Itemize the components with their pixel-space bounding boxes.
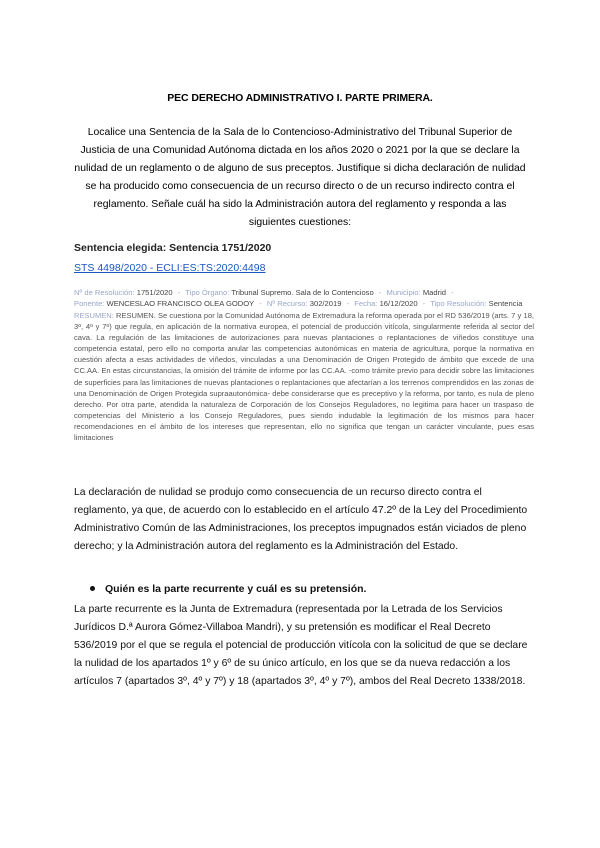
- bullet-icon: [90, 586, 95, 591]
- separator: -: [422, 299, 426, 308]
- ponente-value: WENCESLAO FRANCISCO OLEA GODOY: [106, 299, 255, 308]
- fecha-value: 16/12/2020: [379, 299, 418, 308]
- resumen-label: RESUMEN:: [74, 311, 114, 320]
- separator: -: [346, 299, 350, 308]
- answer-paragraph-1: La declaración de nulidad se produjo como consecuencia de un recurso directo contra el reglamento, ya que, de acuerdo con lo establecido en el artículo 47.2º de la Ley del Procedimiento Administrativo Común de las Administraciones, los preceptos impugnados están viciados de pleno derecho; y la Administración autora del reglamento es la Administración del Estado.: [74, 487, 528, 552]
- bullet-question: [90, 583, 366, 595]
- separator: -: [451, 288, 454, 297]
- sentencia-link[interactable]: STS 4498/2020 - ECLI:ES:TS:2020:4498: [74, 262, 266, 274]
- separator: -: [259, 299, 262, 308]
- separator: -: [378, 288, 382, 297]
- resumen-text: RESUMEN. Se cuestiona por la Comunidad Autónoma de Extremadura la reforma operada por el RD 536/2019 (arts. 7 y 18, 3º, 4º y 7º) que regula, en aplicación de la normativa europea, el potencial de producción vitícola, singularmente referida al sector del cava. La regulación de las limitaciones de autorizaciones para nuevas plantaciones o replantaciones de viñedos constituye una competencia estatal, pero ello no comporta anular las competencias autonómicas en materia de agricultura, porque la normativa en cuestión afecta a esas actividades de viñedos, vinculadas a una Denominación de Origen Protegido de ámbito que excede de una CC.AA. En estas circunstancias, la omisión del trámite de informe por las CC.AA. -como trámite previo para decidir sobre las limitaciones de superficies para las limitaciones de nuevas plantaciones o replantaciones que afectarían a los terrenos comprendidos en las zonas de una Denominación de Origen Protegida supraautonómica- debe considerarse que es preceptivo y la reforma, por tanto, es nula de pleno derecho. Por otra parte, atendida la naturaleza de Corporación de los Consejos Reguladores, no legitima para hacer un traspaso de competencias del Ministerio a los Consejo Reguladores, pues siendo indudable la legitimación de los mismos para hacer recomendaciones en el ámbito de los intereses que representan, ello no significa que tengan un carácter vinculante, pues esas limitaciones: [74, 311, 534, 443]
- tipo-label: Tipo Resolución:: [430, 299, 487, 308]
- fecha-label: Fecha:: [354, 299, 378, 308]
- municipio-label: Municipio:: [386, 288, 421, 297]
- resolucion-label: Nº de Resolución:: [74, 288, 135, 297]
- meta-row-1: [74, 287, 534, 298]
- document-title: PEC DERECHO ADMINISTRATIVO I. PARTE PRIMERA.: [167, 92, 433, 104]
- ponente-label: Ponente:: [74, 299, 105, 308]
- separator: -: [177, 288, 181, 297]
- meta-row-2: [74, 298, 534, 309]
- answer-paragraph-2: La parte recurrente es la Junta de Extremadura (representada por la Letrada de los Servicios Jurídicos D.ª Aurora Gómez-Villaboa Mandri), y su pretensión es modificar el Real Decreto 536/2019 por el que se regula el potencial de producción vitícola con la solicitud de que se declare la nulidad de los apartados 1º y 6º de su único artículo, en los que se da nueva redacción a los artículos 7 (apartados 3º, 4º y 7º) y 18 (apartados 3º, 4º y 7º), ambos del Real Decreto 1338/2018.: [74, 604, 528, 687]
- question-intro: Localice una Sentencia de la Sala de lo Contencioso-Administrativo del Tribunal Superior de Justicia de una Comunidad Autónoma dictada en los años 2020 o 2021 por la que se declare la nulidad de un reglamento o de alguno de sus preceptos. Justifique si dicha declaración de nulidad se ha producido como consecuencia de un recurso directo o de un recurso indirecto contra el reglamento. Señale cuál ha sido la Administración autora del reglamento y responda a las siguientes cuestiones:: [74, 127, 526, 228]
- bullet-text: Quién es la parte recurrente y cuál es su pretensión.: [105, 583, 367, 595]
- sentencia-title: Sentencia elegida: Sentencia 1751/2020: [74, 242, 272, 254]
- recurso-value: 302/2019: [309, 299, 342, 308]
- tipo-value: Sentencia: [488, 299, 523, 308]
- resumen-block: [74, 310, 534, 443]
- organo-label: Tipo Órgano:: [185, 288, 230, 297]
- resolucion-value: 1751/2020: [136, 288, 173, 297]
- organo-value: Tribunal Supremo. Sala de lo Contencioso: [231, 288, 374, 297]
- recurso-label: Nº Recurso:: [266, 299, 308, 308]
- municipio-value: Madrid: [422, 288, 447, 297]
